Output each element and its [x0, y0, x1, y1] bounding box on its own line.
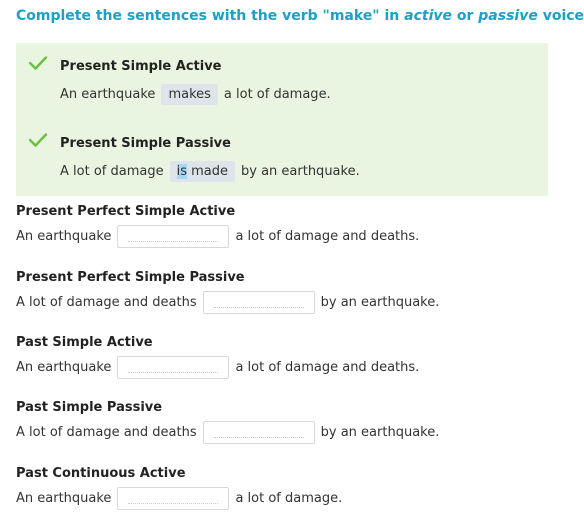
sentence-line — [16, 225, 419, 248]
instructions-middle: or — [451, 8, 479, 24]
sentence-line — [16, 421, 439, 444]
sentence-line — [60, 161, 360, 182]
sentence-before: An earthquake — [16, 360, 112, 375]
question-label: Past Simple Passive — [16, 400, 163, 415]
question-past-simple-active — [16, 331, 546, 395]
instructions-title — [16, 8, 584, 24]
answer-input[interactable] — [117, 487, 229, 510]
selected-text: is — [176, 164, 187, 179]
completed-answers-panel — [16, 43, 548, 196]
sentence-after: a lot of damage and deaths. — [235, 229, 420, 244]
answer-input[interactable] — [117, 356, 229, 379]
answer-input[interactable] — [203, 291, 315, 314]
check-icon — [29, 56, 43, 70]
check-icon — [29, 133, 43, 147]
answer-input[interactable] — [117, 225, 229, 248]
instructions-passive-word: passive — [478, 8, 538, 24]
sentence-line — [16, 291, 439, 314]
sentence-before: An earthquake — [16, 491, 112, 506]
answer-chip[interactable] — [170, 161, 235, 182]
completed-item-present-simple-active — [16, 43, 548, 111]
question-present-perfect-simple-active — [16, 200, 546, 264]
sentence-before: A lot of damage and deaths — [16, 295, 197, 310]
sentence-after: by an earthquake. — [320, 425, 440, 440]
sentence-after: a lot of damage. — [235, 491, 343, 506]
sentence-after: by an earthquake. — [241, 164, 360, 179]
sentence-before: A lot of damage — [60, 164, 164, 179]
sentence-after: a lot of damage. — [223, 87, 331, 102]
completed-item-present-simple-passive — [16, 120, 548, 188]
question-label: Present Simple Passive — [60, 136, 231, 151]
instructions-suffix: voice — [537, 8, 584, 24]
answer-input[interactable] — [203, 421, 315, 444]
sentence-after: a lot of damage and deaths. — [235, 360, 420, 375]
answer-rest: made — [186, 164, 228, 179]
sentence-after: by an earthquake. — [320, 295, 440, 310]
instructions-active-word: active — [404, 8, 452, 24]
instructions-prefix: Complete the sentences with the verb "make" in — [16, 8, 405, 24]
question-present-perfect-simple-passive — [16, 266, 546, 330]
sentence-before: An earthquake — [60, 87, 156, 102]
question-past-simple-passive — [16, 396, 546, 460]
sentence-before: A lot of damage and deaths — [16, 425, 197, 440]
sentence-line — [16, 487, 342, 510]
question-label: Present Perfect Simple Passive — [16, 270, 245, 285]
question-label: Past Simple Active — [16, 335, 153, 350]
sentence-before: An earthquake — [16, 229, 112, 244]
sentence-line — [16, 356, 419, 379]
question-label: Present Simple Active — [60, 59, 222, 74]
question-past-continuous-active — [16, 462, 546, 526]
answer-chip[interactable]: makes — [161, 84, 217, 105]
sentence-line — [60, 84, 331, 105]
question-label: Past Continuous Active — [16, 466, 186, 481]
question-label: Present Perfect Simple Active — [16, 204, 236, 219]
